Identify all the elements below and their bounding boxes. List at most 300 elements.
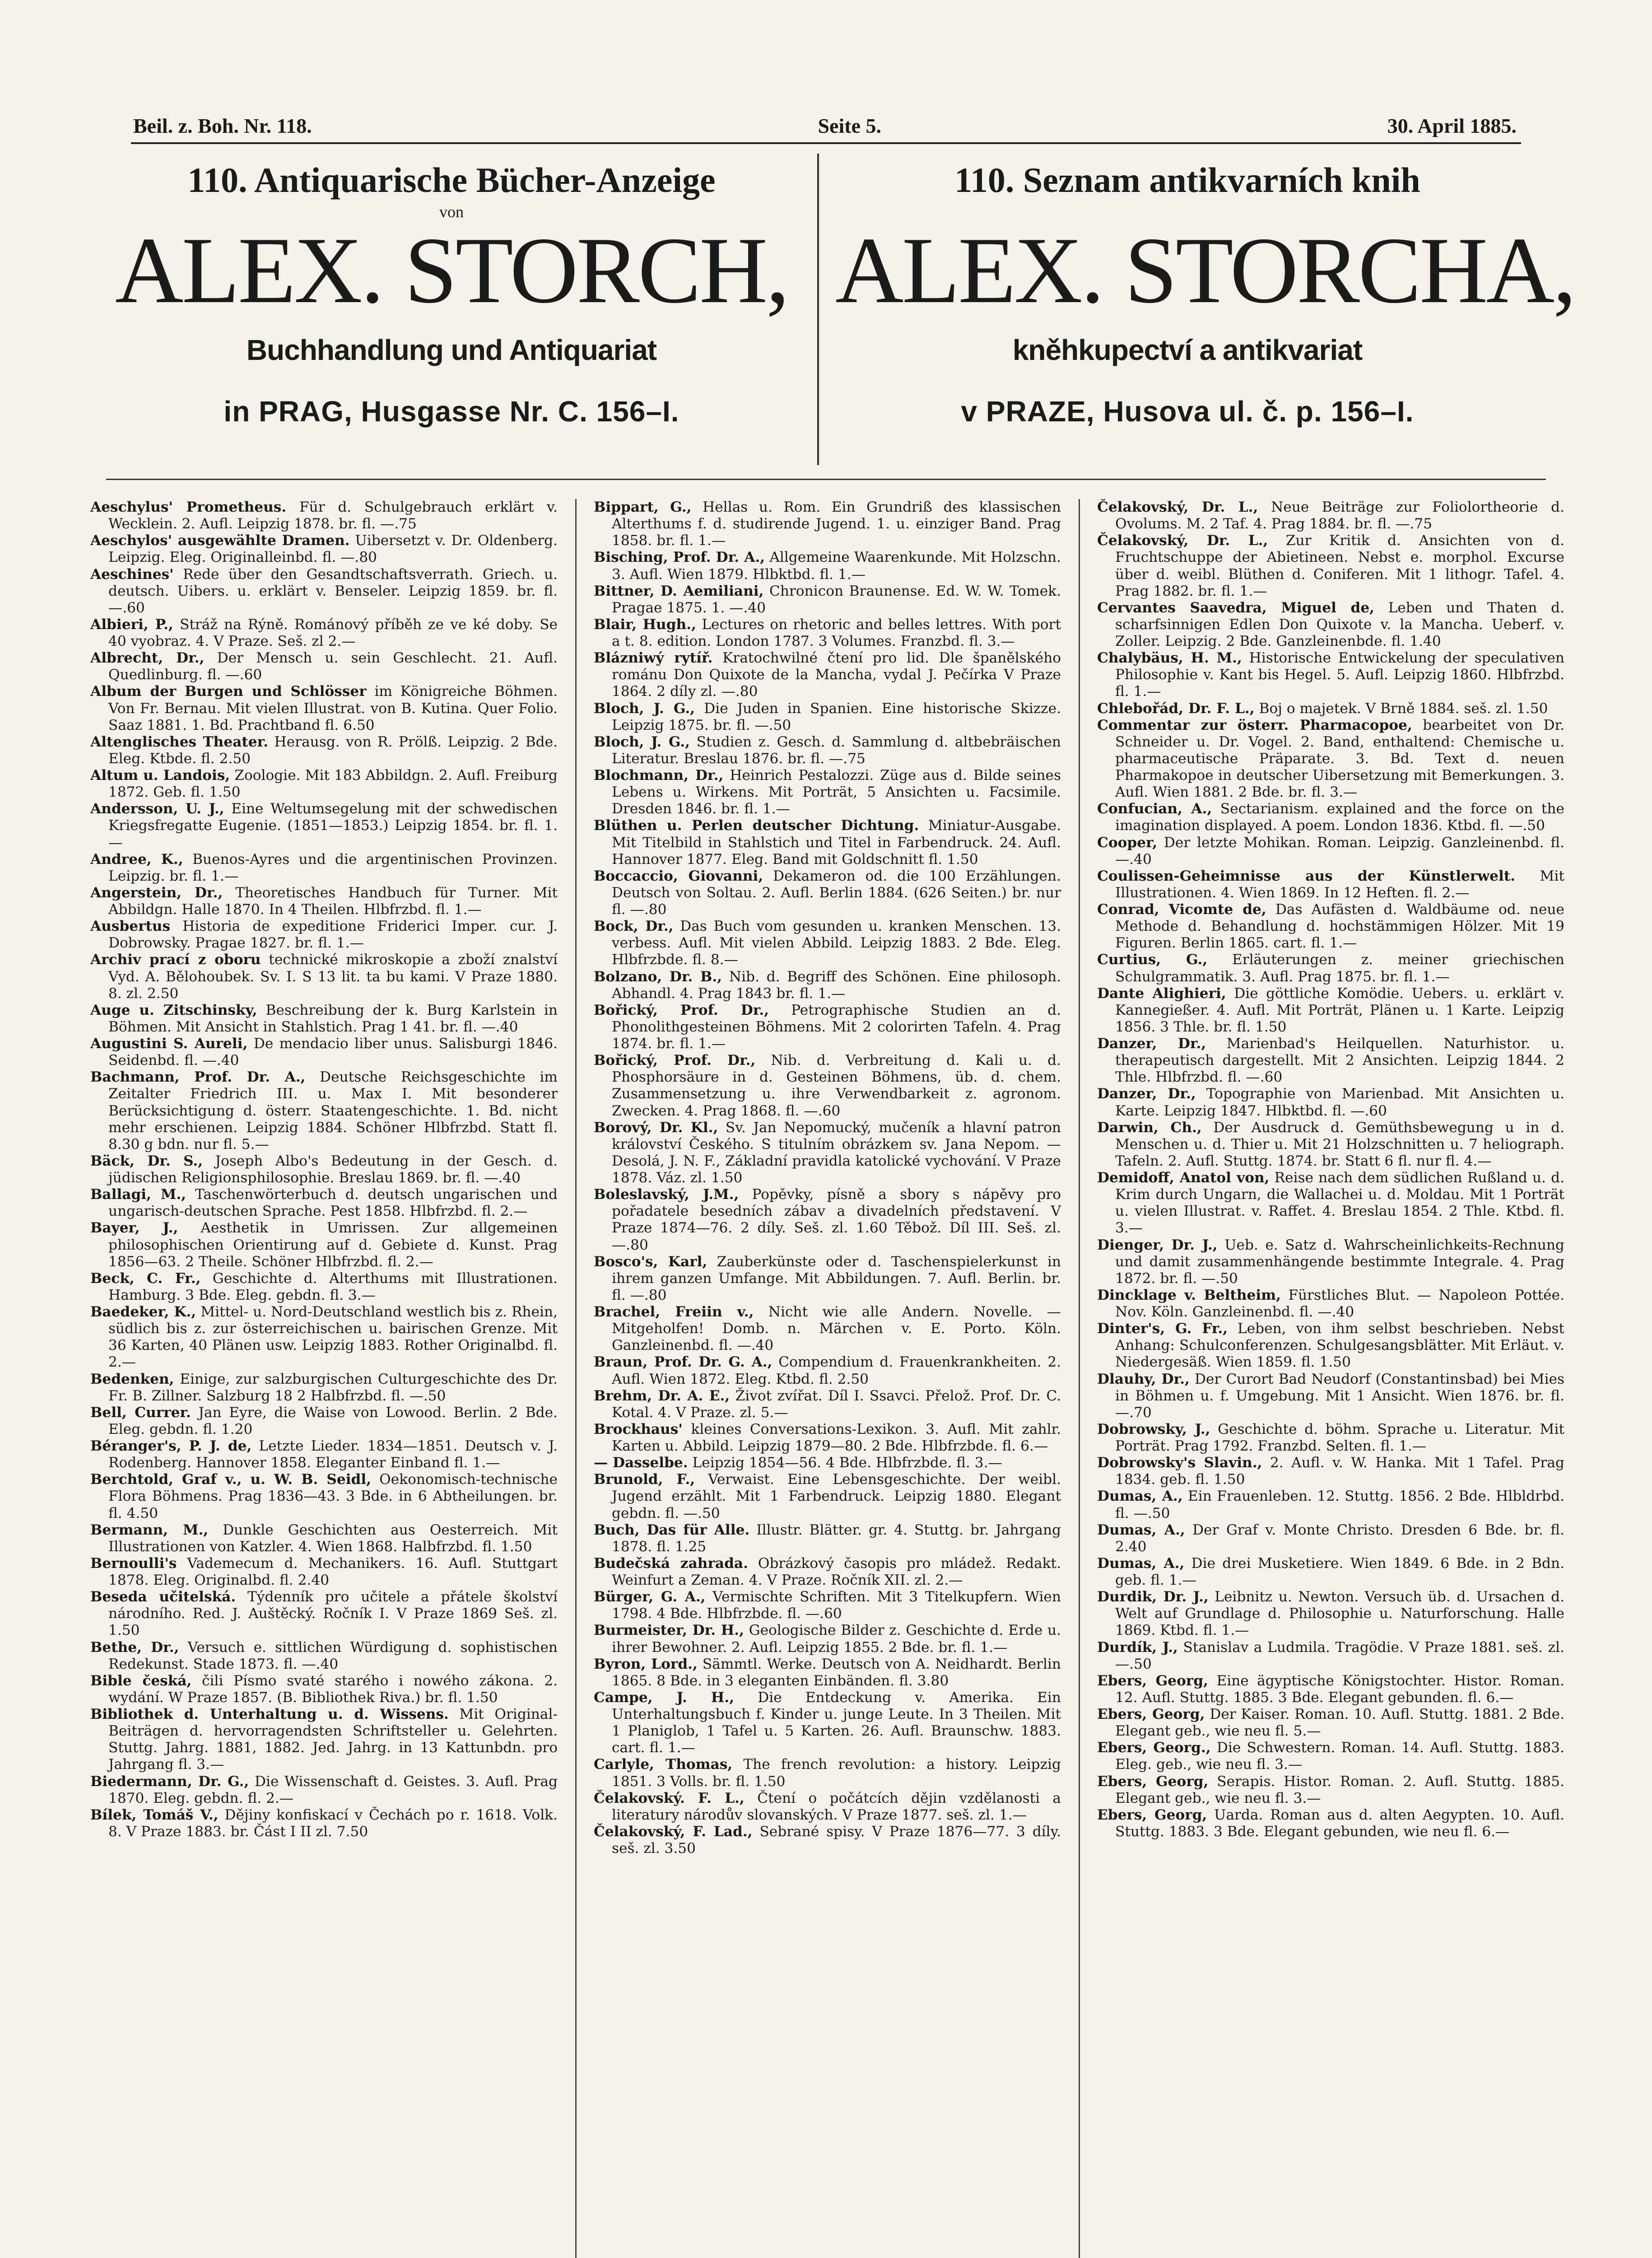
book-entry: [594, 817, 1061, 868]
entry-details: Lectures on rhetoric and belles lettres. With port a t. 8. edition. London 1787. 3 Volumes. Franzbd. fl. 3.—: [612, 616, 1061, 649]
entry-details: Versuch e. sittlichen Würdigung d. sophistischen Redekunst. Stade 1873. fl. —.40: [108, 1639, 558, 1672]
entry-author: Andree, K.,: [90, 851, 183, 868]
book-entry: [90, 1069, 558, 1153]
entry-author: Bořický, Prof. Dr.,: [594, 1002, 769, 1018]
book-entry: [594, 1824, 1061, 1857]
book-entry: [1097, 901, 1564, 952]
book-entry: [594, 1388, 1061, 1421]
column-rule: [1079, 499, 1080, 2258]
entry-author: Chalybäus, H. M.,: [1097, 650, 1242, 667]
book-entry: [594, 583, 1061, 616]
entry-author: Ebers, Georg.,: [1097, 1740, 1211, 1756]
entry-details: Kratochwilné čtení pro lid. Dle španělského románu Don Quixote de la Mancha, vydal J. Pečírka V Praze 1864. 2 díly zl. —.80: [612, 650, 1061, 700]
entry-details: Buenos-Ayres und die argentinischen Provinzen. Leipzig. br. fl. 1.—: [108, 851, 558, 884]
entry-details: Herausg. von R. Prölß. Leipzig. 2 Bde. Eleg. Ktbde. fl. 2.50: [108, 733, 558, 767]
entry-author: Beseda učitelská.: [90, 1589, 236, 1605]
entry-author: Aeschylos' ausgewählte Dramen.: [90, 532, 350, 549]
entry-author: Blochmann, Dr.,: [594, 767, 724, 784]
entry-details: Erläuterungen z. meiner griechischen Schulgrammatik. 3. Aufl. Prag 1875. br. fl. 1.—: [1115, 952, 1564, 985]
entry-author: Bořický, Prof. Dr.,: [594, 1052, 756, 1069]
entry-details: Sämmtl. Werke. Deutsch von A. Neidhardt. Berlin 1865. 8 Bde. in 3 eleganten Einbänden. fl. 3.80: [612, 1656, 1061, 1689]
entry-details: Die göttliche Komödie. Uebers. u. erklärt v. Kannegießer. 4. Aufl. Mit Porträt, Plänen u. 1 Karte. Leipzig 1856. 3 Thle. br. fl. 1.50: [1115, 985, 1564, 1035]
entry-details: Reise nach dem südlichen Rußland u. d. Krim durch Ungarn, die Wallachei u. d. Moldau. Mit 1 Porträt u. vielen Illustrat. v. Raffet. 4. Breslau 1854. 2 Thle. Ktbd. fl. 3.—: [1115, 1170, 1564, 1236]
book-entry: [594, 969, 1061, 1002]
header-rule: [131, 142, 1521, 144]
book-entry: [1097, 1555, 1564, 1589]
book-entry: [594, 1455, 1061, 1471]
entry-author: Archiv prací z oboru: [90, 952, 261, 968]
book-entry: [90, 499, 558, 532]
entry-author: Blüthen u. Perlen deutscher Dichtung.: [594, 817, 919, 834]
book-entry: [90, 650, 558, 683]
entry-author: Bayer, J.,: [90, 1220, 178, 1236]
entry-details: Der Mensch u. sein Geschlecht. 21. Aufl. Quedlinburg. fl. —.60: [108, 650, 558, 683]
listing-column-2: [594, 499, 1061, 2258]
entry-details: Theoretisches Handbuch für Turner. Mit Abbildgn. Halle 1870. In 4 Theilen. Hlbfrzbd. fl. 1.—: [108, 884, 558, 918]
bookseller-name-czech: ALEX. STORCHA,: [835, 218, 1575, 323]
listing-column-1: [90, 499, 558, 2258]
entry-author: Bittner, D. Aemiliani,: [594, 583, 764, 599]
entry-details: Der Graf v. Monte Christo. Dresden 6 Bde. br. fl. 2.40: [1115, 1521, 1564, 1555]
book-entry: [1097, 1773, 1564, 1807]
entry-details: Die Entdeckung v. Amerika. Ein Unterhaltungsbuch f. Kinder u. junge Leute. In 3 Theilen. Mit 1 Planiglob, 1 Tafel u. 5 Karten. 26. Aufl. Braunschw. 1883. cart. fl. 1.—: [612, 1689, 1061, 1756]
book-entry: [594, 1471, 1061, 1521]
entry-details: Taschenwörterbuch d. deutsch ungarischen und ungarisch-deutschen Sprache. Pest 1858. Hlbfrzbd. fl. 2.—: [108, 1186, 558, 1220]
advert-title-czech: 110. Seznam antikvarních knih: [954, 160, 1420, 200]
entry-details: Leipzig 1854—56. 4 Bde. Hlbfrzbde. fl. 3.—: [692, 1455, 1002, 1471]
entry-details: 2. Aufl. v. W. Hanka. Mit 1 Tafel. Prag 1834. geb. fl. 1.50: [1115, 1455, 1564, 1488]
entry-author: Bibliothek d. Unterhaltung u. d. Wissens.: [90, 1706, 449, 1722]
book-entry: [90, 1186, 558, 1220]
entry-author: Bloch, J. G.,: [594, 733, 690, 750]
entry-author: Bible česká,: [90, 1672, 192, 1689]
entry-details: Vermischte Schriften. Mit 3 Titelkupfern. Wien 1798. 4 Bde. Hlbfrzbde. fl. —.60: [612, 1589, 1061, 1622]
entry-author: Danzer, Dr.,: [1097, 1036, 1206, 1052]
entry-author: Byron, Lord.,: [594, 1656, 698, 1672]
advert-von: von: [439, 203, 464, 221]
entry-details: Boj o majetek. V Brně 1884. seš. zl. 1.50: [1259, 700, 1548, 717]
entry-author: Dienger, Dr. J.,: [1097, 1236, 1218, 1253]
entry-details: Compendium d. Frauenkrankheiten. 2. Aufl. Wien 1872. Eleg. Ktbd. fl. 2.50: [612, 1354, 1061, 1387]
entry-author: Durdík, J.,: [1097, 1639, 1178, 1656]
entry-details: Nib. d. Verbreitung d. Kali u. d. Phosphorsäure in d. Gesteinen Böhmens, üb. d. chem. Zusammensetzung u. ihre Verwendbarkeit z. agronom. Zwecken. 4. Prag 1868. fl. —.60: [612, 1052, 1061, 1119]
entry-author: Albrecht, Dr.,: [90, 650, 205, 667]
entry-author: Albieri, P.,: [90, 616, 173, 633]
entry-author: Augustini S. Aureli,: [90, 1036, 248, 1052]
book-entry: [594, 1052, 1061, 1120]
book-entry: [1097, 1639, 1564, 1673]
entry-details: Der Kaiser. Roman. 10. Aufl. Stuttg. 1881. 2 Bde. Elegant geb., wie neu fl. 5.—: [1115, 1706, 1564, 1740]
entry-details: Die Wissenschaft d. Geistes. 3. Aufl. Prag 1870. Eleg. gebdn. fl. 2.—: [108, 1773, 558, 1806]
book-entry: [1097, 1706, 1564, 1740]
entry-author: Dinter's, G. Fr.,: [1097, 1320, 1228, 1337]
entry-details: Uibersetzt v. Dr. Oldenberg. Leipzig. Eleg. Originalleinbd. fl. —.80: [108, 532, 558, 566]
book-entry: [90, 1438, 558, 1471]
entry-details: Uarda. Roman aus d. alten Aegypten. 10. Aufl. Stuttg. 1883. 3 Bde. Elegant gebunden, wie neu fl. 6.—: [1115, 1806, 1564, 1840]
entry-details: Nicht wie alle Andern. Novelle. — Mitgeholfen! Domb. n. Märchen v. E. Porto. Köln. Ganzleinenbd. fl. —.40: [612, 1304, 1061, 1354]
book-entry: [90, 566, 558, 616]
entry-author: Bippart, G.,: [594, 499, 692, 515]
book-entry: [1097, 700, 1564, 717]
entry-author: Čelakovský, Dr. L.,: [1097, 499, 1258, 515]
entry-details: Studien z. Gesch. d. Sammlung d. altbebräischen Literatur. Breslau 1876. br. fl. —.75: [612, 733, 1061, 767]
entry-author: Dante Alighieri,: [1097, 985, 1226, 1002]
book-entry: [594, 616, 1061, 650]
entry-author: Brunold, F.,: [594, 1471, 695, 1488]
entry-author: Aeschines': [90, 566, 174, 583]
entry-author: Chlebořád, Dr. F. L.,: [1097, 700, 1255, 717]
entry-details: Der Curort Bad Neudorf (Constantinsbad) bei Mies in Böhmen u. f. Umgebung. Mit 1 Ansicht. Wien 1876. br. fl. —.70: [1115, 1371, 1564, 1421]
entry-details: Verwaist. Eine Lebensgeschichte. Der weibl. Jugend erzählt. Mit 1 Farbendruck. Leipzig 1880. Elegant gebdn. fl. —.50: [612, 1471, 1061, 1521]
running-header: [133, 102, 1517, 138]
business-type-czech: kněhkupectví a antikvariat: [1012, 334, 1363, 366]
entry-author: Commentar zur österr. Pharmacopoe,: [1097, 717, 1412, 733]
book-entry: [1097, 1170, 1564, 1237]
entry-details: Vademecum d. Mechanikers. 16. Aufl. Stuttgart 1878. Eleg. Originalbd. fl. 2.40: [108, 1555, 558, 1588]
entry-details: Sectarianism. explained and the force on the imagination displayed. A poem. London 1836. Ktbd. fl. —.50: [1115, 801, 1564, 834]
entry-author: Confucian, A.,: [1097, 801, 1212, 817]
book-entry: [1097, 1455, 1564, 1488]
book-entry: [1097, 499, 1564, 532]
entry-details: The french revolution: a history. Leipzig 1851. 3 Volls. br. fl. 1.50: [612, 1756, 1061, 1790]
entry-author: Cervantes Saavedra, Miguel de,: [1097, 599, 1375, 616]
entry-details: De mendacio liber unus. Salisburgi 1846. Seidenbd. fl. —.40: [108, 1036, 558, 1069]
entry-details: Popěvky, písně a sbory s nápěvy pro pořadatele besedních zábav a divadelních představení. V Praze 1874—76. 2 díly. Seš. zl. 1.60 Těbož. Díl III. Seš. zl. —.80: [612, 1186, 1061, 1253]
entry-author: Danzer, Dr.,: [1097, 1086, 1196, 1102]
book-entry: [1097, 952, 1564, 985]
entry-author: Bürger, G. A.,: [594, 1589, 706, 1605]
book-entry: [90, 1773, 558, 1807]
book-entry: [1097, 532, 1564, 600]
bookseller-name-german: ALEX. STORCH,: [115, 218, 788, 323]
entry-author: Blázniwý rytíř.: [594, 650, 713, 667]
entry-author: Ausbertus: [90, 918, 171, 935]
entry-details: Beschreibung der k. Burg Karlstein in Böhmen. Mit Ansicht in Stahlstich. Prag 1 41. br. fl. —.40: [108, 1002, 558, 1035]
book-entry: [90, 1220, 558, 1270]
book-entry: [90, 532, 558, 566]
entry-details: Der Ausdruck d. Gemüthsbewegung u in d. Menschen u. d. Thier u. Mit 21 Holzschnitten u. 7 heliograph. Tafeln. 2. Aufl. Stuttg. 1874. br. Statt 6 fl. nur fl. 4.—: [1115, 1119, 1564, 1169]
entry-author: Dincklage v. Beltheim,: [1097, 1287, 1281, 1303]
entry-details: Die Schwestern. Roman. 14. Aufl. Stuttg. 1883. Eleg. geb., wie neu fl. 3.—: [1115, 1740, 1564, 1773]
entry-details: Die Juden in Spanien. Eine historische Skizze. Leipzig 1875. br. fl. —.50: [612, 700, 1061, 733]
entry-author: Dobrowsky, J.,: [1097, 1421, 1210, 1437]
entry-author: Ballagi, M.,: [90, 1186, 186, 1203]
issue-date: 30. April 1885.: [1387, 114, 1517, 137]
book-entry: [594, 1622, 1061, 1656]
entry-details: Aesthetik in Umrissen. Zur allgemeinen philosophischen Orientirung auf d. Gebiete d. Kunst. Prag 1856—63. 2 Theile. Schöner Hlbfrzbd. fl. 2.—: [108, 1220, 558, 1270]
entry-details: Heinrich Pestalozzi. Züge aus d. Bilde seines Lebens u. Wirkens. Mit Porträt, 5 Ansichten u. Facsimile. Dresden 1846. br. fl. 1.—: [612, 767, 1061, 817]
advert-title-german: 110. Antiquarische Bücher-Anzeige: [187, 160, 716, 200]
book-entry: [90, 1673, 558, 1706]
book-entry: [90, 1036, 558, 1069]
entry-author: Brehm, Dr. A. E.,: [594, 1387, 730, 1404]
book-entry: [90, 1153, 558, 1186]
entry-details: Ein Frauenleben. 12. Stuttg. 1856. 2 Bde. Hlbldrbd. fl. —.50: [1115, 1488, 1564, 1521]
entry-details: Dějiny konfiskací v Čechách po r. 1618. Volk. 8. V Praze 1883. br. Část I II zl. 7.50: [108, 1806, 558, 1840]
book-entry: [1097, 1086, 1564, 1119]
entry-details: Die drei Musketiere. Wien 1849. 6 Bde. in 2 Bdn. geb. fl. 1.—: [1115, 1555, 1564, 1588]
book-entry: [594, 650, 1061, 700]
entry-author: Čelakovský, Dr. L.,: [1097, 532, 1268, 549]
entry-details: Petrographische Studien an d. Phonolithgesteinen Böhmens. Mit 2 colorirten Tafeln. 4. Prag 1874. br. fl. 1.—: [612, 1002, 1061, 1052]
entry-author: Ebers, Georg,: [1097, 1773, 1209, 1790]
entry-author: Bachmann, Prof. Dr. A.,: [90, 1069, 306, 1086]
entry-details: Mittel- u. Nord-Deutschland westlich bis z. Rhein, südlich bis z. zur österreichischen u. bairischen Grenze. Mit 36 Karten, 40 Plänen usw. Leipzig 1883. Rother Originalbd. fl. 2.—: [108, 1304, 558, 1371]
book-entry: [594, 1689, 1061, 1757]
entry-details: Deutsche Reichsgeschichte im Zeitalter Friedrich III. u. Max I. Mit besonderer Berücksichtigung d. österr. Staatengeschichte. 1. Bd. nicht mehr erschienen. Leipzig 1884. Schöner Hlbfrzbd. Statt fl. 8.30 g bdn. nur fl. 5.—: [108, 1069, 558, 1152]
entry-details: Geologische Bilder z. Geschichte d. Erde u. ihrer Bewohner. 2. Aufl. Leipzig 1855. 2 Bde. br. fl. 1.—: [612, 1622, 1061, 1656]
business-type-german: Buchhandlung und Antiquariat: [246, 334, 657, 366]
entry-details: Serapis. Histor. Roman. 2. Aufl. Stuttg. 1885. Elegant geb., wie neu fl. 3.—: [1115, 1773, 1564, 1806]
entry-author: Altenglisches Theater.: [90, 733, 269, 750]
entry-author: Aeschylus' Prometheus.: [90, 499, 287, 515]
book-entry: [90, 952, 558, 1002]
entry-details: Historia de expeditione Friderici Imper. cur. J. Dobrowsky. Pragae 1827. br. fl. 1.—: [108, 918, 558, 952]
book-entry: [1097, 1371, 1564, 1421]
entry-author: Angerstein, Dr.,: [90, 884, 223, 901]
book-entry: [594, 499, 1061, 549]
entry-author: Bisching, Prof. Dr. A.,: [594, 549, 765, 566]
book-entry: [90, 885, 558, 918]
entry-author: Campe, J. H.,: [594, 1689, 735, 1706]
entry-author: Curtius, G.,: [1097, 952, 1208, 968]
entry-details: Sv. Jan Nepomucký, mučeník a hlavní patron království Českého. S titulním obrázkem sv. Jana Nepom. — Desolá, J. N. F., Základní pravidla katolické vychování. V Praze 1878. Váz. zl. 1.50: [612, 1119, 1061, 1186]
book-entry: [594, 1002, 1061, 1052]
book-entry: [90, 1404, 558, 1438]
address-german: in PRAG, Husgasse Nr. C. 156–I.: [223, 395, 679, 428]
entry-details: Týdenník pro učitele a přátele školství národního. Red. J. Auštěcký. Ročník I. V Praze 1869 Seš. zl. 1.50: [108, 1589, 558, 1639]
entry-author: Bernoulli's: [90, 1555, 177, 1572]
book-entry: [90, 683, 558, 733]
book-entry: [90, 734, 558, 767]
entry-details: Rede über den Gesandtschaftsverrath. Griech. u. deutsch. Uibers. u. erklärt v. Benseler. Leipzig 1859. br. fl. —.60: [108, 566, 558, 616]
book-entry: [594, 767, 1061, 817]
entry-author: Buch, Das für Alle.: [594, 1521, 750, 1538]
book-entry: [1097, 1740, 1564, 1773]
entry-author: Dobrowsky's Slavin.,: [1097, 1455, 1262, 1471]
book-entry: [1097, 1488, 1564, 1521]
entry-details: Joseph Albo's Bedeutung in der Gesch. d. jüdischen Religionsphilosophie. Breslau 1869. br. fl. —.40: [108, 1152, 558, 1186]
entry-details: Oekonomisch-technische Flora Böhmens. Prag 1836—43. 3 Bde. in 6 Abtheilungen. br. fl. 4.50: [108, 1471, 558, 1521]
book-entry: [90, 1807, 558, 1840]
book-entry: [594, 1790, 1061, 1824]
book-entry: [1097, 835, 1564, 868]
entry-details: im Königreiche Böhmen. Von Fr. Bernau. Mit vielen Illustrat. von B. Kutina. Quer Folio. Saaz 1881. 1. Bd. Prachtband fl. 6.50: [108, 683, 558, 733]
book-entry: [90, 1304, 558, 1371]
entry-details: Der letzte Mohikan. Roman. Leipzig. Ganzleinenbd. fl. —.40: [1115, 834, 1564, 868]
entry-author: Berchtold, Graf v., u. W. B. Seidl,: [90, 1471, 372, 1488]
entry-author: Coulissen-Geheimnisse aus der Künstlerwelt.: [1097, 868, 1516, 884]
entry-author: Boleslavský, J.M.,: [594, 1186, 739, 1203]
listing-rule: [106, 479, 1546, 480]
entry-author: Čelakovský, F. Lad.,: [594, 1823, 753, 1840]
entry-details: Neue Beiträge zur Foliolortheorie d. Ovolums. M. 2 Taf. 4. Prag 1884. br. fl. —.75: [1115, 499, 1564, 532]
book-entry: [90, 851, 558, 885]
entry-author: Ebers, Georg,: [1097, 1706, 1205, 1722]
entry-author: Dumas, A.,: [1097, 1488, 1183, 1505]
entry-details: Topographie von Marienbad. Mit Ansichten u. Karte. Leipzig 1847. Hlbktbd. fl. —.60: [1115, 1086, 1564, 1119]
entry-details: kleines Conversations-Lexikon. 3. Aufl. Mit zahlr. Karten u. Abbild. Leipzig 1879—80. 2 Bde. Hlbfrzbde. fl. 6.—: [612, 1421, 1061, 1454]
entry-author: Bethe, Dr.,: [90, 1639, 179, 1656]
entry-details: bearbeitet von Dr. Schneider u. Dr. Vogel. 2. Band, enthaltend: Chemische u. pharmaceutische Präparate. 3. Bd. Text d. neuen Pharmakopoe in deutscher Uibersetzung mit Bemerkungen. 3. Aufl. Wien 1881. 2 Bde. br. fl. 3.—: [1115, 717, 1564, 801]
entry-details: Zauberkünste oder d. Taschenspielerkunst in ihrem ganzen Umfange. Mit Abbildungen. 7. Aufl. Berlin. br. fl. —.80: [612, 1253, 1061, 1303]
book-entry: [90, 801, 558, 851]
book-entry: [90, 1589, 558, 1639]
page-number: Seite 5.: [818, 114, 881, 137]
book-entry: [594, 1354, 1061, 1387]
entry-author: Ebers, Georg,: [1097, 1806, 1207, 1823]
entry-author: Baedeker, K.,: [90, 1304, 196, 1320]
entry-author: Bermann, M.,: [90, 1521, 209, 1538]
book-entry: [90, 1555, 558, 1589]
entry-details: Leibnitz u. Newton. Versuch üb. d. Ursachen d. Welt auf Grundlage d. Philosophie u. Naturforschung. Halle 1869. Ktbd. fl. 1.—: [1115, 1589, 1564, 1639]
book-entry: [594, 1756, 1061, 1790]
book-entry: [1097, 1120, 1564, 1170]
entry-author: Conrad, Vicomte de,: [1097, 901, 1266, 918]
entry-author: Dlauhy, Dr.,: [1097, 1371, 1190, 1387]
book-entry: [594, 1120, 1061, 1187]
book-entry: [90, 1371, 558, 1404]
entry-author: Bell, Currer.: [90, 1404, 191, 1421]
book-entry: [594, 734, 1061, 767]
entry-author: Bolzano, Dr. B.,: [594, 968, 722, 985]
entry-author: Carlyle, Thomas,: [594, 1756, 733, 1773]
book-entry: [594, 700, 1061, 734]
entry-details: Geschichte d. böhm. Sprache u. Literatur. Mit Porträt. Prag 1792. Franzbd. Selten. fl. 1.—: [1115, 1421, 1564, 1454]
book-entry: [1097, 1036, 1564, 1086]
entry-author: Andersson, U. J.,: [90, 801, 224, 817]
entry-details: Hellas u. Rom. Ein Grundriß des klassischen Alterthums f. d. studirende Jugend. 1. u. einziger Band. Prag 1858. br. fl. 1.—: [612, 499, 1061, 549]
entry-details: Zur Kritik d. Ansichten von d. Fruchtschuppe der Abietineen. Nebst e. morphol. Excurse über d. weibl. Blüthen d. Coniferen. Mit 1 lithogr. Tafel. 4. Prag 1882. br. fl. 1.—: [1115, 532, 1564, 599]
book-entry: [1097, 1421, 1564, 1455]
book-entry: [594, 1254, 1061, 1304]
book-entry: [594, 1589, 1061, 1622]
book-entry: [594, 1555, 1061, 1589]
entry-author: Biedermann, Dr. G.,: [90, 1773, 249, 1790]
advert-header-german: [99, 149, 804, 465]
book-entry: [1097, 650, 1564, 700]
book-entry: [594, 918, 1061, 968]
book-entry: [90, 1471, 558, 1521]
supplement-number: Beil. z. Boh. Nr. 118.: [133, 114, 312, 137]
entry-details: Marienbad's Heilquellen. Naturhistor. u. therapeutisch dargestellt. Mit 2 Ansichten. Leipzig 1844. 2 Thle. Hlbfrzbd. fl. —.60: [1115, 1036, 1564, 1086]
entry-author: Demidoff, Anatol von,: [1097, 1170, 1270, 1186]
book-entry: [1097, 600, 1564, 650]
book-entry: [594, 1186, 1061, 1254]
entry-details: Fürstliches Blut. — Napoleon Pottée. Nov. Köln. Ganzleinenbd. fl. —.40: [1115, 1287, 1564, 1320]
entry-author: Brachel, Freiin v.,: [594, 1304, 754, 1320]
header-divider: [817, 154, 819, 465]
entry-details: technické mikroskopie a zboží znalství Vyd. A. Bělohoubek. Sv. I. S 13 lit. ta bu kami. V Praze 1880. 8. zl. 2.50: [108, 952, 558, 1002]
entry-details: Obrázkový časopis pro mládež. Redakt. Weinfurt a Zeman. 4. V Praze. Ročník XII. zl. 2.—: [612, 1555, 1061, 1588]
book-entry: [1097, 801, 1564, 834]
entry-details: Das Buch vom gesunden u. kranken Menschen. 13. verbess. Aufl. Mit vielen Abbild. Leipzig 1883. 2 Bde. Eleg. Hlbfrzbde. fl. 8.—: [612, 918, 1061, 968]
entry-details: Sebrané spisy. V Praze 1876—77. 3 díly. seš. zl. 3.50: [612, 1823, 1061, 1857]
entry-author: Béranger's, P. J. de,: [90, 1438, 252, 1454]
entry-author: Bedenken,: [90, 1371, 174, 1387]
column-rule: [575, 499, 577, 2258]
book-entry: [594, 1421, 1061, 1455]
entry-author: Čelakovský. F. L.,: [594, 1790, 745, 1806]
book-entry: [594, 1522, 1061, 1555]
entry-author: Cooper,: [1097, 834, 1158, 851]
entry-author: Bosco's, Karl,: [594, 1253, 707, 1270]
book-entry: [90, 1522, 558, 1555]
entry-details: Ueb. e. Satz d. Wahrscheinlichkeits-Rechnung und damit zusammenhängende bestimmte Integrale. 4. Prag 1872. br. fl. —.50: [1115, 1236, 1564, 1287]
entry-author: Bäck, Dr. S.,: [90, 1152, 203, 1169]
book-entry: [1097, 1320, 1564, 1371]
book-listing: [90, 499, 1564, 2258]
entry-author: Altum u. Landois,: [90, 767, 230, 784]
entry-details: Das Aufästen d. Waldbäume od. neue Methode d. Behandlung d. hochstämmigen Hölzer. Mit 19 Figuren. Berlin 1865. cart. fl. 1.—: [1115, 901, 1564, 952]
entry-details: Leben und Thaten d. scharfsinnigen Edlen Don Quixote v. la Mancha. Ueberf. v. Zoller. Leipzig. 2 Bde. Ganzleinenbde. fl. 1.40: [1115, 599, 1564, 649]
entry-author: Burmeister, Dr. H.,: [594, 1622, 744, 1639]
entry-details: čili Písmo svaté starého i nowého zákona. 2. wydání. W Praze 1857. (B. Bibliothek Riva.) br. fl. 1.50: [108, 1672, 558, 1706]
entry-author: Auge u. Zitschinsky,: [90, 1002, 257, 1018]
entry-details: Zoologie. Mit 183 Abbildgn. 2. Aufl. Freiburg 1872. Geb. fl. 1.50: [108, 767, 558, 801]
entry-author: Bílek, Tomáš V.,: [90, 1806, 219, 1823]
entry-details: Čtení o počátcích dějin vzdělanosti a literatury národův slovanských. V Praze 1877. seš. zl. 1.—: [612, 1790, 1061, 1823]
entry-details: Život zvířat. Díl I. Ssavci. Přelož. Prof. Dr. C. Kotal. 4. V Praze. zl. 5.—: [612, 1387, 1061, 1421]
entry-author: Darwin, Ch.,: [1097, 1119, 1202, 1136]
book-entry: [594, 868, 1061, 918]
book-entry: [594, 1304, 1061, 1354]
book-entry: [90, 918, 558, 952]
book-entry: [1097, 1237, 1564, 1287]
entry-details: Historische Entwickelung der speculativen Philosophie v. Kant bis Hegel. 5. Aufl. Leipzig 1860. Hlbfrzbd. fl. 1.—: [1115, 650, 1564, 700]
entry-author: Braun, Prof. Dr. G. A.,: [594, 1354, 772, 1371]
entry-details: Eine Weltumsegelung mit der schwedischen Kriegsfregatte Eugenie. (1851—1853.) Leipzig 1854. br. fl. 1.—: [108, 801, 558, 851]
book-entry: [1097, 717, 1564, 801]
entry-author: Blair, Hugh.,: [594, 616, 696, 633]
entry-details: Mit Illustrationen. 4. Wien 1869. In 12 Heften. fl. 2.—: [1115, 868, 1564, 901]
entry-details: Miniatur-Ausgabe. Mit Titelbild in Stahlstich und Titel in Farbendruck. 24. Aufl. Hannover 1877. Eleg. Band mit Goldschnitt fl. 1.50: [612, 817, 1061, 868]
book-entry: [90, 1002, 558, 1036]
book-entry: [1097, 1589, 1564, 1639]
entry-author: Boccaccio, Giovanni,: [594, 868, 763, 884]
book-entry: [1097, 985, 1564, 1036]
book-entry: [1097, 1673, 1564, 1706]
entry-author: Album der Burgen und Schlösser: [90, 683, 367, 700]
entry-details: Allgemeine Waarenkunde. Mit Holzschn. 3. Aufl. Wien 1879. Hlbktbd. fl. 1.—: [612, 549, 1061, 583]
book-entry: [594, 549, 1061, 583]
entry-author: Budečská zahrada.: [594, 1555, 748, 1572]
listing-column-3: [1097, 499, 1564, 2258]
entry-details: Jan Eyre, die Waise von Lowood. Berlin. 2 Bde. Eleg. gebdn. fl. 1.20: [108, 1404, 558, 1437]
entry-details: Stanislav a Ludmila. Tragödie. V Praze 1881. seš. zl. —.50: [1115, 1639, 1564, 1672]
book-entry: [90, 1270, 558, 1304]
entry-details: Für d. Schulgebrauch erklärt v. Wecklein. 2. Aufl. Leipzig 1878. br. fl. —.75: [108, 499, 558, 532]
entry-details: Nib. d. Begriff des Schönen. Eine philosoph. Abhandl. 4. Prag 1843 br. fl. 1.—: [612, 968, 1061, 1002]
entry-author: Borový, Dr. Kl.,: [594, 1119, 718, 1136]
entry-details: Illustr. Blätter. gr. 4. Stuttg. br. Jahrgang 1878. fl. 1.25: [612, 1521, 1061, 1555]
book-entry: [90, 767, 558, 801]
entry-details: Mit Original-Beiträgen d. hervorragendsten Schriftsteller u. Gelehrten. Stuttg. Jahrg. 1881, 1882. Jed. Jahrg. in 13 Kattunbdn. pro Jahrgang fl. 3.—: [108, 1706, 558, 1773]
entry-author: Dumas, A.,: [1097, 1521, 1185, 1538]
entry-author: Dumas, A.,: [1097, 1555, 1185, 1572]
entry-details: Geschichte d. Alterthums mit Illustrationen. Hamburg. 3 Bde. Eleg. gebdn. fl. 3.—: [108, 1270, 558, 1303]
book-entry: [594, 1656, 1061, 1689]
book-entry: [1097, 868, 1564, 901]
entry-author: Ebers, Georg,: [1097, 1672, 1209, 1689]
entry-author: Bloch, J. G.,: [594, 700, 695, 717]
entry-author: Durdik, Dr. J.,: [1097, 1589, 1209, 1605]
entry-details: Stráž na Rýně. Románový příběh ze ve ké doby. Se 40 vyobraz. 4. V Praze. Seš. zl 2.—: [108, 616, 558, 649]
book-entry: [90, 616, 558, 650]
book-entry: [90, 1706, 558, 1773]
entry-details: Leben, von ihm selbst beschrieben. Nebst Anhang: Schulconferenzen. Schulgesangsblätter. Mit Erläut. v. Niedergesäß. Wien 1859. fl. 1.50: [1115, 1320, 1564, 1371]
entry-author: Bock, Dr.,: [594, 918, 674, 935]
